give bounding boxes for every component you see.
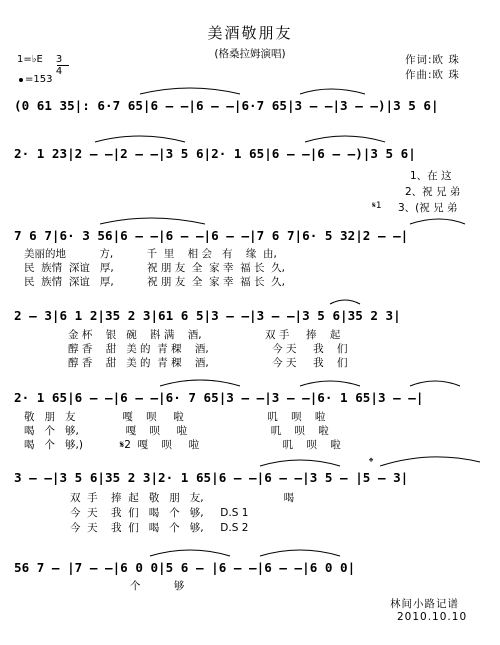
lyrics-block2-line3: 醇 香 甜 美 的 青 稞 酒, 今 天 我 们: [68, 357, 348, 369]
lyrics-block3-line1: 敬 朋 友 嘎 呗 啦 叽 呗 啦: [24, 411, 326, 423]
slur-14: [260, 550, 340, 556]
transcriber-name: 林间小路记谱: [390, 598, 459, 610]
score-line-4: 2 – 3|6 1 2|35 2 3|61 6 5|3 – –|3 – –|3 5 6|35 2 3|: [14, 308, 401, 323]
score-line-2: 2· 1 23|2 – –|2 – –|3 5 6|2· 1 65|6 – –|6 – –)|3 5 6|: [14, 146, 416, 161]
slur-5: [100, 218, 205, 224]
slur-13: [150, 550, 230, 556]
key-signature: [17, 54, 43, 65]
lyrics-block3-line2: 喝 个 够, 嘎 呗 啦 叽 呗 啦: [24, 425, 329, 437]
flat-symbol: ♭: [31, 54, 37, 65]
lyrics-block2-line2: 醇 香 甜 美 的 青 稞 酒, 今 天 我 们: [68, 343, 348, 355]
lyricist-credit: 作词:欧 珠: [405, 54, 460, 66]
quarter-note-icon: [19, 78, 23, 82]
score-line-7: 56 7 – |7 – –|6 0 0|5 6 – |6 – –|6 – –|6 0 0|: [14, 560, 356, 575]
key-prefix: 1=: [17, 54, 32, 65]
coda-mark: 𝄌: [369, 455, 374, 469]
segno-1: 𝄋1: [372, 201, 382, 211]
score-line-6: 3 – –|3 5 6|35 2 3|2· 1 65|6 – –|6 – –|3 5 – |5 – 3|: [14, 470, 409, 485]
lyrics-block1-line1: 美丽的地 方, 千 里 相 会 有 缘 由,: [24, 248, 277, 260]
slur-4: [305, 136, 385, 142]
transcription-date: 2010.10.10: [397, 611, 468, 623]
verse-intro-3: 3、(祝 兄 弟: [398, 202, 458, 214]
tempo-value: =153: [25, 74, 53, 85]
song-title: 美酒敬朋友: [207, 24, 293, 42]
slur-7: [330, 300, 360, 304]
slur-9: [300, 381, 360, 386]
song-subtitle: (格桑拉姆演唱): [214, 48, 286, 60]
score-line-3: 7 6 7|6· 3 56|6 – –|6 – –|6 – –|7 6 7|6· 5 32|2 – –|: [14, 228, 409, 243]
score-line-1: (0 61 35|: 6·7 65|6 – –|6 – –|6·7 65|3 – –|3 – –)|3 5 6|: [14, 98, 439, 113]
score-line-5: 2· 1 65|6 – –|6 – –|6· 7 65|3 – –|3 – –|6· 1 65|3 – –|: [14, 390, 424, 405]
slur-11: [260, 460, 340, 466]
lyrics-block2-line1: 金 杯 银 碗 斟 满 酒, 双 手 捧 起: [68, 329, 341, 341]
lyrics-block1-line3: 民 族情 深谊 厚, 祝 朋 友 全 家 幸 福 长 久,: [24, 276, 285, 288]
meter-bottom: 4: [55, 66, 63, 77]
key-letter: E: [36, 54, 43, 65]
slur-3: [95, 136, 185, 142]
slur-1: [140, 88, 240, 94]
lyrics-block4-line1: 双 手 捧 起 敬 朋 友, 喝: [70, 492, 295, 504]
slur-8: [160, 380, 240, 386]
slur-10: [410, 381, 460, 386]
slur-12: [380, 457, 480, 466]
lyrics-block4-line3: 今 天 我 们 喝 个 够, D.S 2: [70, 522, 249, 534]
lyrics-block3-line3: 喝 个 够,) 𝄋2 嘎 呗 啦 叽 呗 啦: [24, 439, 341, 451]
lyrics-block5: 个 够: [130, 580, 185, 592]
lyrics-block1-line2: 民 族情 深谊 厚, 祝 朋 友 全 家 幸 福 长 久,: [24, 262, 285, 274]
composer-credit: 作曲:欧 珠: [405, 69, 460, 81]
slur-6: [410, 219, 465, 224]
verse-intro-2: 2、祝 兄 弟: [405, 186, 461, 198]
lyrics-block4-line2: 今 天 我 们 喝 个 够, D.S 1: [70, 507, 249, 519]
tempo-marking: [19, 74, 52, 85]
verse-intro-1: 1、在 这: [410, 170, 452, 182]
slur-2: [300, 89, 365, 94]
meter-top: 3: [55, 54, 63, 65]
